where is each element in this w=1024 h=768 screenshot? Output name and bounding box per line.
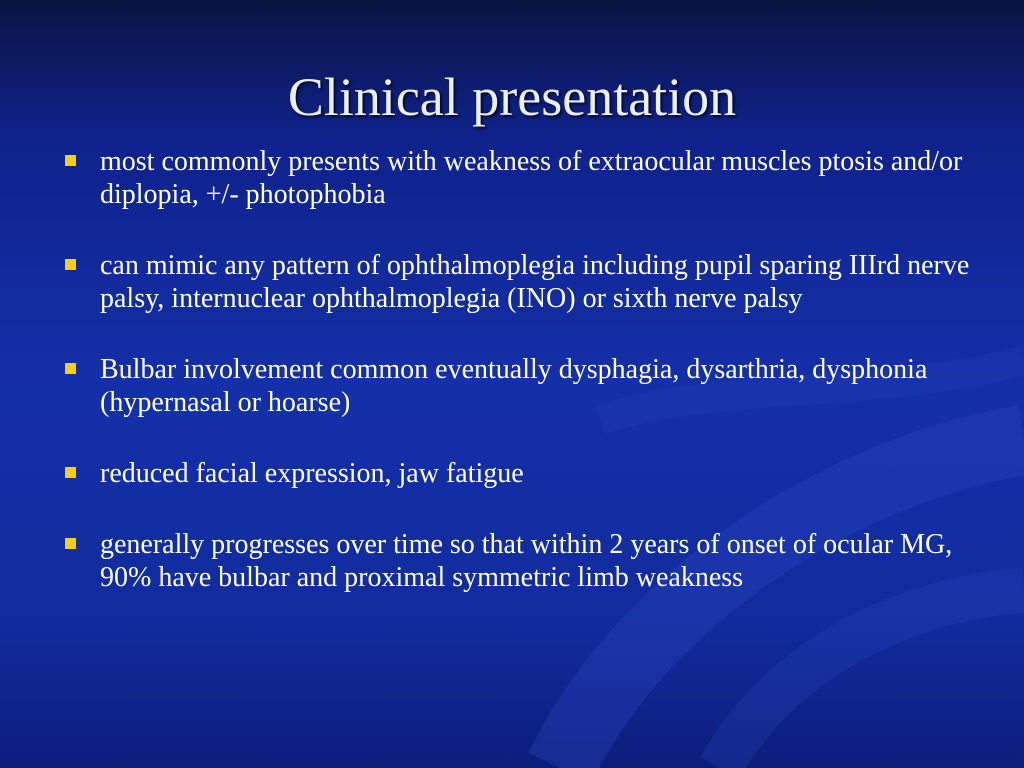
- bullet-item: [60, 145, 980, 211]
- bullet-list: [60, 145, 980, 632]
- bullet-text: can mimic any pattern of ophthalmoplegia including pupil sparing IIIrd nerve palsy, internuclear ophthalmoplegia (INO) or sixth nerve palsy: [100, 250, 970, 314]
- bullet-item: [60, 353, 980, 419]
- bullet-item: [60, 528, 980, 594]
- bullet-item: [60, 457, 980, 490]
- bullet-square-icon: [65, 538, 76, 549]
- bullet-text: generally progresses over time so that within 2 years of onset of ocular MG, 90% have bulbar and proximal symmetric limb weakness: [100, 529, 953, 593]
- bullet-square-icon: [65, 155, 76, 166]
- bullet-square-icon: [65, 363, 76, 374]
- bullet-text: most commonly presents with weakness of extraocular muscles ptosis and/or diplopia, +/- photophobia: [100, 146, 963, 210]
- bullet-text: Bulbar involvement common eventually dysphagia, dysarthria, dysphonia (hypernasal or hoarse): [100, 354, 928, 418]
- slide-title: Clinical presentation: [287, 67, 737, 127]
- bullet-text: reduced facial expression, jaw fatigue: [100, 458, 524, 489]
- bullet-square-icon: [65, 259, 76, 270]
- bullet-square-icon: [65, 467, 76, 478]
- bullet-item: [60, 249, 980, 315]
